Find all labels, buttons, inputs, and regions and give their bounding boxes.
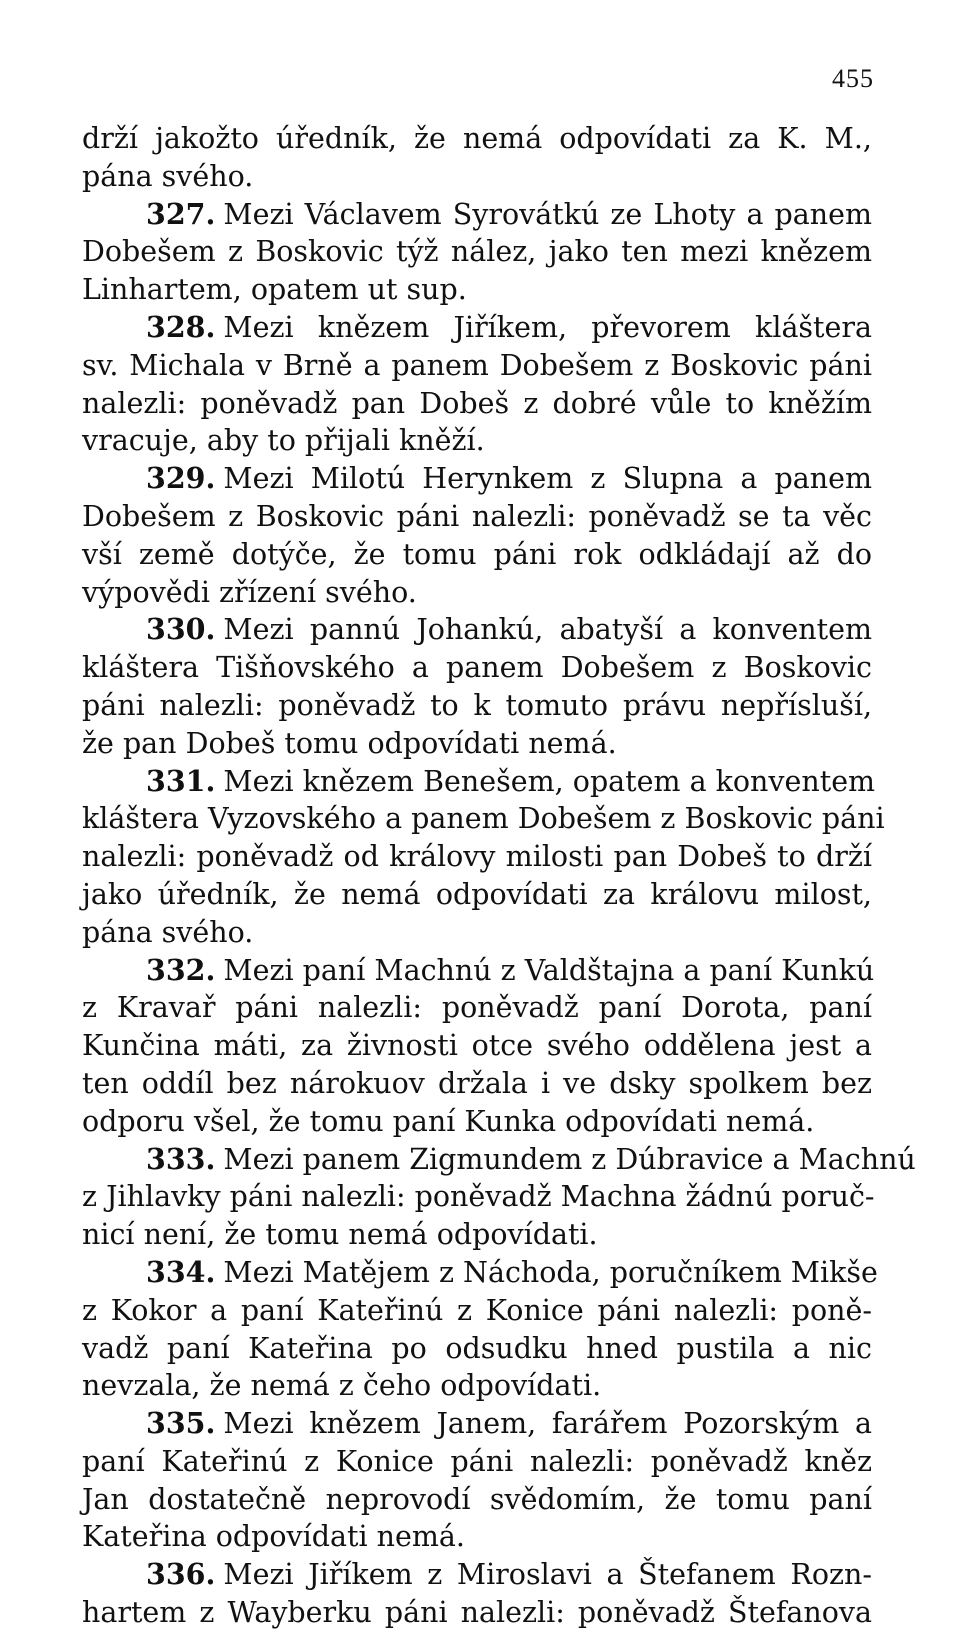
text-line bbox=[82, 1065, 872, 1103]
entry-number: 327. bbox=[146, 196, 216, 231]
text-line bbox=[82, 914, 872, 952]
text-line bbox=[82, 687, 872, 725]
text-line bbox=[82, 800, 885, 838]
line-text: kláštera Vyzovského a panem Dobešem z Boskovic páni bbox=[82, 802, 885, 836]
text-line bbox=[82, 120, 872, 158]
text-line bbox=[82, 1330, 872, 1368]
text-line bbox=[82, 649, 872, 687]
line-text: paní Kateřinú z Konice páni nalezli: poněvadž kněz bbox=[82, 1444, 872, 1478]
line-text: hartem z Wayberku páni nalezli: poněvadž Štefanova bbox=[82, 1596, 872, 1630]
text-line bbox=[82, 1254, 878, 1292]
entry-number: 334. bbox=[146, 1254, 216, 1289]
text-line bbox=[82, 1556, 872, 1594]
text-line bbox=[82, 158, 872, 196]
line-text: Mezi Milotú Herynkem z Slupna a panem bbox=[223, 462, 872, 496]
line-text: Mezi knězem Janem, farářem Pozorským a bbox=[223, 1407, 872, 1441]
text-line bbox=[82, 574, 872, 612]
entry-number: 328. bbox=[146, 309, 216, 344]
text-line bbox=[82, 1103, 872, 1141]
text-line bbox=[82, 385, 872, 423]
line-text: Mezi knězem Jiříkem, převorem kláštera bbox=[223, 310, 872, 344]
text-line bbox=[82, 952, 875, 990]
line-text: pána svého. bbox=[82, 159, 254, 193]
entry-number: 333. bbox=[146, 1141, 216, 1176]
line-text: z Jihlavky páni nalezli: poněvadž Machna žádnú poruč- bbox=[82, 1180, 875, 1214]
entry-number: 330. bbox=[146, 612, 216, 647]
line-text: Dobešem z Boskovic páni nalezli: poněvadž se ta věc bbox=[82, 499, 872, 533]
line-text: výpovědi zřízení svého. bbox=[82, 575, 417, 609]
line-text: Kateřina odpovídati nemá. bbox=[82, 1520, 465, 1554]
text-line bbox=[82, 838, 872, 876]
line-text: Mezi panem Zigmundem z Dúbravice a Machnú bbox=[223, 1142, 916, 1176]
text-line bbox=[82, 347, 872, 385]
line-text: pána svého. bbox=[82, 915, 254, 949]
text-line bbox=[82, 1141, 916, 1179]
line-text: Mezi Václavem Syrovátkú ze Lhoty a panem bbox=[223, 197, 872, 231]
line-text: Dobešem z Boskovic týž nález, jako ten mezi knězem bbox=[82, 235, 872, 269]
line-text: nevzala, že nemá z čeho odpovídati. bbox=[82, 1369, 602, 1403]
line-text: Linhartem, opatem ut sup. bbox=[82, 273, 467, 307]
line-text: páni nalezli: poněvadž to k tomuto právu nepřísluší, bbox=[82, 688, 872, 722]
line-text: z Kokor a paní Kateřinú z Konice páni nalezli: poně- bbox=[82, 1293, 872, 1327]
line-text: Mezi paní Machnú z Valdštajna a paní Kunkú bbox=[223, 953, 875, 987]
text-line bbox=[82, 1481, 872, 1519]
text-line bbox=[82, 309, 872, 347]
line-text: sv. Michala v Brně a panem Dobešem z Boskovic páni bbox=[82, 348, 872, 382]
text-line bbox=[82, 1443, 872, 1481]
text-line bbox=[82, 233, 872, 271]
line-text: vracuje, aby to přijali kněží. bbox=[82, 424, 485, 458]
page-number: 455 bbox=[832, 64, 874, 93]
text-line bbox=[82, 1216, 872, 1254]
body-text bbox=[82, 120, 916, 1632]
line-text: kláštera Tišňovského a panem Dobešem z Boskovic bbox=[82, 651, 872, 685]
entry-number: 331. bbox=[146, 763, 216, 798]
text-line bbox=[82, 725, 872, 763]
text-line bbox=[82, 536, 872, 574]
entry-number: 329. bbox=[146, 461, 216, 496]
line-text: jako úředník, že nemá odpovídati za královu milost, bbox=[82, 877, 872, 911]
line-text: drží jakožto úředník, že nemá odpovídati za K. M., bbox=[82, 122, 872, 155]
text-line bbox=[82, 498, 872, 536]
text-line bbox=[82, 1367, 872, 1405]
entry-number: 336. bbox=[146, 1557, 216, 1592]
line-text: Mezi knězem Benešem, opatem a konventem bbox=[223, 764, 876, 798]
text-line bbox=[82, 1405, 872, 1443]
text-line bbox=[82, 196, 872, 234]
line-text: Jan dostatečně neprovodí svědomím, že tomu paní bbox=[82, 1482, 872, 1516]
text-line bbox=[82, 763, 876, 801]
text-line bbox=[82, 989, 872, 1027]
line-text: ten oddíl bez nárokuov držala i ve dsky spolkem bez bbox=[82, 1066, 872, 1100]
text-line bbox=[82, 611, 872, 649]
text-line bbox=[82, 271, 872, 309]
line-text: odporu všel, že tomu paní Kunka odpovídati nemá. bbox=[82, 1104, 815, 1138]
text-line bbox=[82, 1292, 872, 1330]
text-line bbox=[82, 1594, 872, 1632]
line-text: že pan Dobeš tomu odpovídati nemá. bbox=[82, 726, 617, 760]
entry-number: 332. bbox=[146, 952, 216, 987]
text-line bbox=[82, 460, 872, 498]
line-text: nalezli: poněvadž od královy milosti pan Dobeš to drží bbox=[82, 840, 872, 874]
line-text: nicí není, že tomu nemá odpovídati. bbox=[82, 1218, 598, 1252]
text-line bbox=[82, 422, 872, 460]
text-line bbox=[82, 1178, 875, 1216]
line-text: nalezli: poněvadž pan Dobeš z dobré vůle to kněžím bbox=[82, 386, 872, 420]
text-line bbox=[82, 1518, 872, 1556]
text-line bbox=[82, 876, 872, 914]
entry-number: 335. bbox=[146, 1406, 216, 1441]
text-line bbox=[82, 1027, 872, 1065]
line-text: vadž paní Kateřina po odsudku hned pustila a nic bbox=[82, 1331, 872, 1365]
line-text: Mezi Jiříkem z Miroslavi a Štefanem Rozn- bbox=[223, 1558, 872, 1592]
line-text: Mezi Matějem z Náchoda, poručníkem Mikše bbox=[223, 1255, 878, 1289]
line-text: Mezi pannú Johankú, abatyší a konventem bbox=[223, 613, 872, 647]
line-text: Kunčina máti, za živnosti otce svého oddělena jest a bbox=[82, 1029, 872, 1063]
line-text: z Kravař páni nalezli: poněvadž paní Dorota, paní bbox=[82, 991, 872, 1025]
line-text: vší země dotýče, že tomu páni rok odkládají až do bbox=[82, 537, 872, 571]
